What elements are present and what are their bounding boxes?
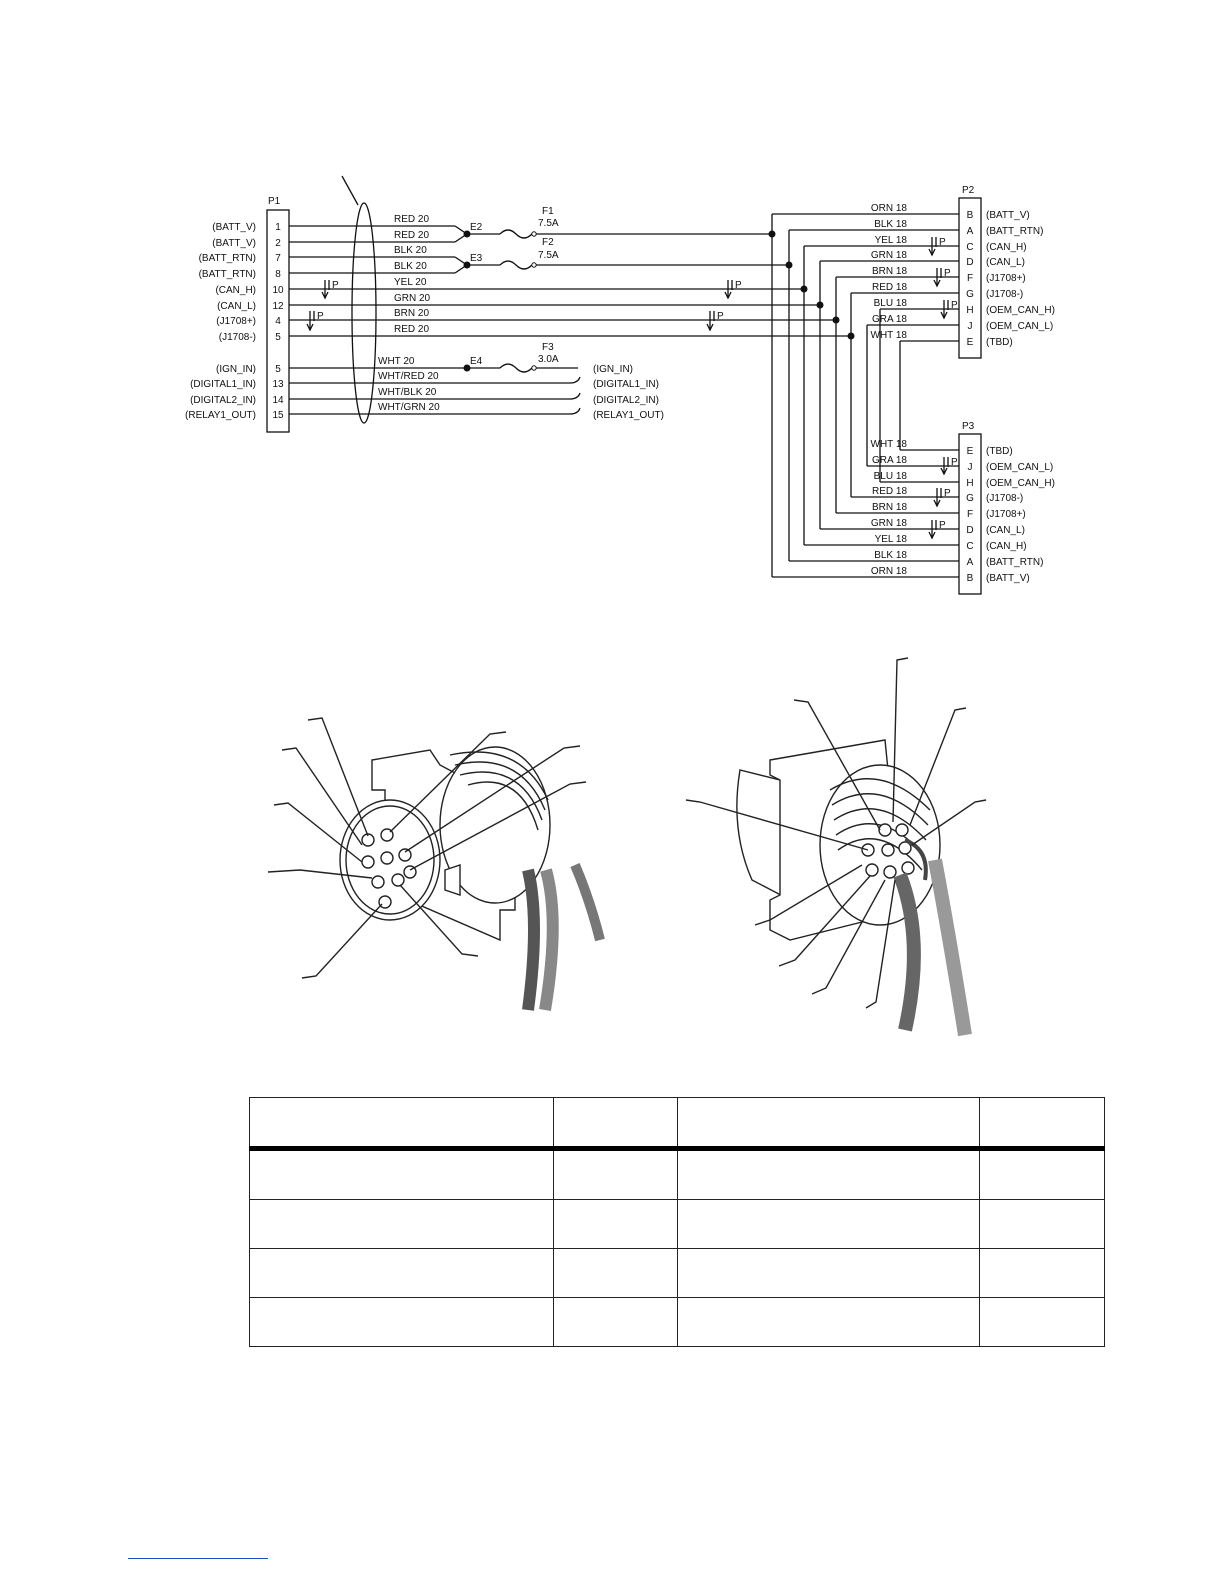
twist-label: P <box>939 520 946 531</box>
open-end-hook <box>570 408 580 414</box>
p3-wire-label: BLU 18 <box>873 471 907 482</box>
p2-signal-label: (CAN_H) <box>986 242 1027 253</box>
p2-signal-label: (CAN_L) <box>986 257 1025 268</box>
twist-label: P <box>317 311 324 322</box>
p1-pin-label: 1 <box>275 222 281 233</box>
p3-signal-label: (BATT_RTN) <box>986 557 1044 568</box>
fuse-symbol <box>500 230 532 238</box>
footer-link-rule[interactable] <box>128 1558 268 1559</box>
twist-label: P <box>332 280 339 291</box>
twist-label: P <box>944 488 951 499</box>
connector-p1-label: P1 <box>268 196 281 207</box>
p1-signal-label: (J1708+) <box>216 316 256 327</box>
open-end-label: (DIGITAL1_IN) <box>593 379 659 390</box>
table-header-cell <box>554 1098 678 1149</box>
twist-label: P <box>939 237 946 248</box>
p1-pin-label: 13 <box>272 379 284 390</box>
connector-p2-label: P2 <box>962 185 975 196</box>
p2-signal-label: (J1708+) <box>986 273 1026 284</box>
twist-label: P <box>735 280 742 291</box>
table-cell <box>678 1249 980 1298</box>
p1-signal-label: (CAN_H) <box>215 285 256 296</box>
p1-pin-label: 8 <box>275 269 281 280</box>
p3-pin-label: B <box>966 573 974 584</box>
p1-signal-label: (BATT_V) <box>212 222 256 233</box>
p2-pin-label: C <box>966 242 974 253</box>
splice-label: E2 <box>470 222 483 233</box>
fuse-terminal <box>532 232 536 236</box>
p3-signal-label: (J1708+) <box>986 509 1026 520</box>
p1-signal-label: (BATT_V) <box>212 238 256 249</box>
p1-wire-label: RED 20 <box>394 214 430 225</box>
schematic-labels <box>185 185 1055 584</box>
p2-pin-label: E <box>966 337 974 348</box>
fuse-label: F2 <box>542 237 554 248</box>
p1-pin-label: 7 <box>275 253 281 264</box>
p2-pin-label: D <box>966 257 974 268</box>
p1-signal-label: (J1708-) <box>218 332 256 343</box>
open-end-hook <box>570 393 580 399</box>
table-header-cell <box>250 1098 554 1149</box>
p2-wire-label: RED 18 <box>871 282 907 293</box>
p1-wire-label: BLK 20 <box>394 245 427 256</box>
p2-pin-label: B <box>966 210 974 221</box>
p3-signal-label: (CAN_L) <box>986 525 1025 536</box>
p3-wire-label: ORN 18 <box>870 566 907 577</box>
fuse-rating: 7.5A <box>538 218 559 229</box>
connector-p3-label: P3 <box>962 421 975 432</box>
table-row <box>250 1249 1105 1298</box>
table-header-cell <box>980 1098 1105 1149</box>
p2-pin-label: H <box>966 305 974 316</box>
p1-wire-label: GRN 20 <box>394 293 431 304</box>
table-cell <box>250 1200 554 1249</box>
p3-pin-label: J <box>967 462 973 473</box>
p2-pin-label: F <box>966 273 974 284</box>
open-end-label: (RELAY1_OUT) <box>593 410 664 421</box>
p1-pin-label: 4 <box>275 316 281 327</box>
p1-wire-label: RED 20 <box>394 230 430 241</box>
p3-signal-label: (TBD) <box>986 446 1013 457</box>
p2-wire-label: GRA 18 <box>871 314 907 325</box>
p1-signal-label: (IGN_IN) <box>216 364 256 375</box>
fuse-symbol <box>500 364 532 372</box>
table-cell <box>678 1149 980 1200</box>
p3-pin-label: A <box>966 557 974 568</box>
twisted-cable <box>528 865 600 1010</box>
connector-front-view <box>268 718 600 1010</box>
p2-signal-label: (OEM_CAN_L) <box>986 321 1054 332</box>
p1-pin-label: 5 <box>275 364 281 375</box>
p3-wire-label: YEL 18 <box>874 534 907 545</box>
table-cell <box>554 1298 678 1347</box>
twist-label: P <box>951 457 958 468</box>
table-cell <box>980 1200 1105 1249</box>
twist-label: P <box>717 311 724 322</box>
table-row <box>250 1149 1105 1200</box>
p1-signal-label: (DIGITAL1_IN) <box>190 379 256 390</box>
p3-pin-label: C <box>966 541 974 552</box>
fuse-terminal <box>532 366 536 370</box>
table-row <box>250 1298 1105 1347</box>
p3-wire-label: WHT 18 <box>870 439 907 450</box>
p1-signal-label: (DIGITAL2_IN) <box>190 395 256 406</box>
open-end-label: (DIGITAL2_IN) <box>593 395 659 406</box>
fuse-rating: 7.5A <box>538 250 559 261</box>
p3-wire-label: RED 18 <box>871 486 907 497</box>
p1-wire-label: WHT/RED 20 <box>378 371 439 382</box>
table-cell <box>980 1249 1105 1298</box>
fuse-rating: 3.0A <box>538 354 559 365</box>
p1-pin-label: 10 <box>272 285 284 296</box>
p2-wire-label: GRN 18 <box>870 250 907 261</box>
p1-pin-label: 14 <box>272 395 284 406</box>
p2-pin-label: G <box>966 289 974 300</box>
p2-wire-label: YEL 18 <box>874 235 907 246</box>
open-end-hook <box>570 377 580 383</box>
p1-pin-label: 2 <box>275 238 281 249</box>
p3-signal-label: (OEM_CAN_L) <box>986 462 1054 473</box>
pinout-table <box>249 1097 1105 1347</box>
open-end-label: (IGN_IN) <box>593 364 633 375</box>
p3-pin-label: G <box>966 493 974 504</box>
p3-wire-label: BLK 18 <box>874 550 907 561</box>
p1-pin-label: 12 <box>272 301 284 312</box>
wiring-schematic <box>0 0 1224 620</box>
p2-signal-label: (BATT_RTN) <box>986 226 1044 237</box>
table-cell <box>250 1298 554 1347</box>
p1-wire-label: RED 20 <box>394 324 430 335</box>
table-cell <box>678 1200 980 1249</box>
table-header-cell <box>678 1098 980 1149</box>
p2-signal-label: (J1708-) <box>986 289 1024 300</box>
p3-signal-label: (OEM_CAN_H) <box>986 478 1055 489</box>
connector-rear-view <box>686 658 986 1035</box>
table-cell <box>554 1200 678 1249</box>
fuse-label: F3 <box>542 342 554 353</box>
table-cell <box>250 1249 554 1298</box>
twist-label: P <box>944 268 951 279</box>
p2-signal-label: (TBD) <box>986 337 1013 348</box>
p2-wire-label: ORN 18 <box>870 203 907 214</box>
p2-wire-label: BLK 18 <box>874 219 907 230</box>
splice-label: E4 <box>470 356 483 367</box>
fuse-terminal <box>532 263 536 267</box>
p1-signal-label: (CAN_L) <box>217 301 256 312</box>
p2-signal-label: (BATT_V) <box>986 210 1030 221</box>
table-row <box>250 1200 1105 1249</box>
p3-wire-label: GRN 18 <box>870 518 907 529</box>
table-cell <box>980 1298 1105 1347</box>
p3-wire-label: GRA 18 <box>871 455 907 466</box>
splice-label: E3 <box>470 253 483 264</box>
p2-signal-label: (OEM_CAN_H) <box>986 305 1055 316</box>
p2-wire-label: BRN 18 <box>871 266 907 277</box>
fuse-label: F1 <box>542 206 554 217</box>
table-cell <box>678 1298 980 1347</box>
p1-signal-label: (BATT_RTN) <box>198 253 256 264</box>
fuse-symbol <box>500 261 532 269</box>
p1-wire-label: BLK 20 <box>394 261 427 272</box>
table-cell <box>554 1249 678 1298</box>
p3-wire-label: BRN 18 <box>871 502 907 513</box>
p3-pin-label: D <box>966 525 974 536</box>
p1-wire-label: BRN 20 <box>394 308 430 319</box>
p1-wire-label: WHT/GRN 20 <box>378 402 440 413</box>
p2-pin-label: J <box>967 321 973 332</box>
p2-wire-label: WHT 18 <box>870 330 907 341</box>
p3-pin-label: H <box>966 478 974 489</box>
p1-signal-label: (RELAY1_OUT) <box>185 410 256 421</box>
p1-pin-label: 5 <box>275 332 281 343</box>
p3-pin-label: F <box>966 509 974 520</box>
p3-signal-label: (CAN_H) <box>986 541 1027 552</box>
p1-pin-label: 15 <box>272 410 284 421</box>
table-cell <box>980 1149 1105 1200</box>
p1-wire-label: WHT 20 <box>378 356 415 367</box>
p3-signal-label: (BATT_V) <box>986 573 1030 584</box>
p1-wire-label: YEL 20 <box>394 277 427 288</box>
table-cell <box>554 1149 678 1200</box>
p1-signal-label: (BATT_RTN) <box>198 269 256 280</box>
connector-illustrations <box>0 640 1224 1060</box>
cable-bundle-ellipse <box>352 203 376 423</box>
table-cell <box>250 1149 554 1200</box>
p2-pin-label: A <box>966 226 974 237</box>
p3-pin-label: E <box>966 446 974 457</box>
p2-wire-label: BLU 18 <box>873 298 907 309</box>
twist-label: P <box>951 300 958 311</box>
p3-signal-label: (J1708-) <box>986 493 1024 504</box>
cable-leader <box>342 176 358 205</box>
p1-wire-label: WHT/BLK 20 <box>378 387 437 398</box>
table-header-row <box>250 1098 1105 1149</box>
